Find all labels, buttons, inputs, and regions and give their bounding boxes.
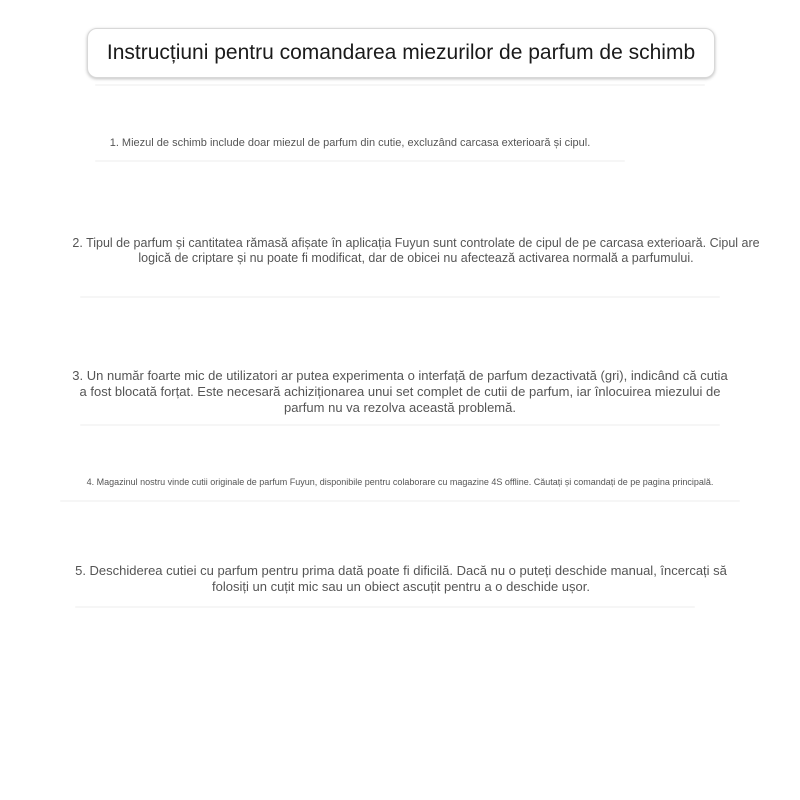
decorative-divider (60, 500, 740, 502)
decorative-divider (75, 606, 695, 608)
decorative-divider (95, 160, 625, 162)
page-title: Instrucțiuni pentru comandarea miezurilor de parfum de schimb (106, 41, 696, 64)
instruction-item-4: 4. Magazinul nostru vinde cutii originale de parfum Fuyun, disponibile pentru colaborare cu magazine 4S offline. Căutați și comandați de pe pagina principală. (86, 477, 714, 487)
instruction-item-3: 3. Un număr foarte mic de utilizatori ar putea experimenta o interfață de parfum dezactivată (gri), indicând că cutia a fost blocată forțat. Este necesară achiziționarea unui set complet de cutii de parfum, iar înlocuirea miezului de parfum nu va rezolva această problemă. (72, 368, 728, 415)
instruction-item-2: 2. Tipul de parfum și cantitatea rămasă afișate în aplicația Fuyun sunt controlate de cipul de pe carcasa exterioară. Cipul are logică de criptare și nu poate fi modificat, dar de obicei nu afectează activarea normală a parfumului. (72, 236, 760, 266)
title-box (87, 28, 715, 78)
instruction-item-1: 1. Miezul de schimb include doar miezul de parfum din cutie, excluzând carcasa exterioară și cipul. (109, 137, 591, 149)
decorative-divider (80, 424, 720, 426)
decorative-divider (95, 84, 705, 86)
decorative-divider (80, 296, 720, 298)
instruction-item-5: 5. Deschiderea cutiei cu parfum pentru prima dată poate fi dificilă. Dacă nu o puteți deschide manual, încercați să folosiți un cuțit mic sau un obiect ascuțit pentru a o deschide ușor. (75, 563, 727, 594)
